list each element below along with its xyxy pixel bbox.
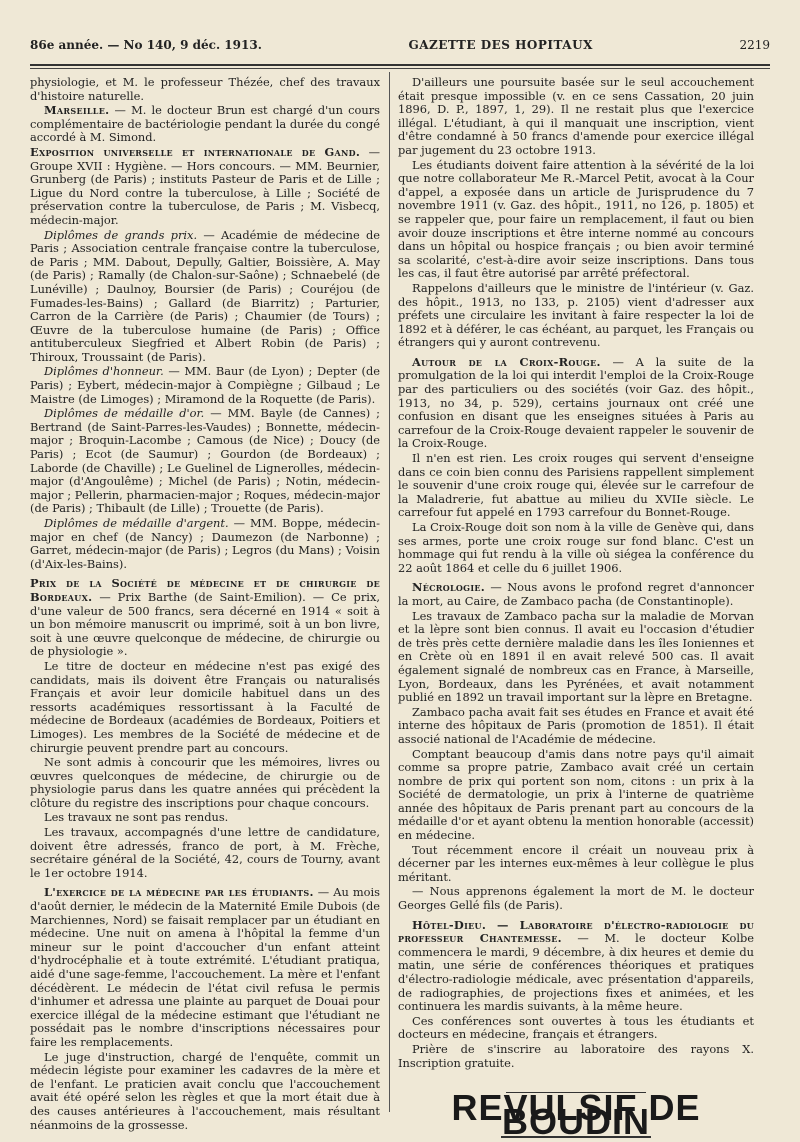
paragraph bbox=[30, 104, 380, 145]
paragraph bbox=[30, 886, 380, 1049]
paragraph bbox=[30, 517, 380, 571]
paragraph-body: — Groupe XVII : Hygiène. — Hors concours. — MM. Beurnier, Grunberg (de Paris) ; instituts Pasteur de Paris et de Lille ; Ligue du Nord contre la tuberculose, à Lille ; Société de préservation contre la tuberculose, de Paris ; M. Visbecq, médecin-major. bbox=[30, 144, 380, 227]
paragraph: physiologie, et M. le professeur Thézée, chef des travaux d'histoire naturelle. bbox=[30, 75, 380, 103]
paragraph-body: — Prix Barthe (de Saint-Emilion). — Ce prix, d'une valeur de 500 francs, sera décerné en 1914 « soit à un bon mémoire manuscrit ou imprimé, soit à un bon livre, soit à une œuvre quelconque de médecine, de chirurgie ou de physiologie ». bbox=[30, 589, 380, 659]
paragraph bbox=[30, 577, 380, 659]
paragraph: Ces conférences sont ouvertes à tous les étudiants et docteurs en médecine, français et étrangers. bbox=[398, 1013, 754, 1042]
paragraph: La Croix-Rouge doit son nom à la ville de Genève qui, dans ses armes, porte une croix rouge sur fond blanc. C'est un hommage qui fut rendu à la ville où siégea la conférence du 22 août 1864 et celle du 6 juillet 1906. bbox=[398, 520, 754, 575]
section-heading: Marseille. bbox=[44, 103, 110, 118]
paragraph: Les travaux, accompagnés d'une lettre de candidature, doivent être adressés, franco de port, à M. Frèche, secrétaire général de la Société, 42, cours de Tourny, avant le 1er octobre 1914. bbox=[30, 825, 380, 880]
section-heading: Hôtel-Dieu. — Laboratoire d'électro-radiologie du professeur Chantemesse. bbox=[398, 917, 754, 946]
paragraph-body: — A la suite de la promulgation de la loi qui interdit l'emploi de la Croix-Rouge par des particuliers ou des sociétés (voir Gaz. des hôpit., 1913, no 34, p. 529), certains journaux ont créé une confusion en disant que les enseignes situées à Paris au carrefour de la Croix-Rouge devaient rappeler le souvenir de la Croix-Rouge. bbox=[398, 354, 754, 451]
subsection-heading: Diplômes de médaille d'argent. bbox=[44, 516, 229, 530]
paragraph-body: — MM. Boppe, médecin-major en chef (de Nancy) ; Daumezon (de Narbonne) ; Garret, médecin-major (de Paris) ; Legros (du Mans) ; Voisin (d'Aix-les-Bains). bbox=[30, 516, 380, 571]
page-header bbox=[30, 38, 770, 58]
section-heading: Prix de la Société de médecine et de chirurgie de Bordeaux. bbox=[30, 576, 380, 604]
paragraph: Les travaux de Zambaco pacha sur la maladie de Morvan et la lèpre sont bien connus. Il avait eu l'occasion d'étudier de très près cette dernière maladie dans les îles Ioniennes et en Crète où en 1891 il en avait relevé 500 cas. Il avait également signalé de nombreux cas en France, à Marseille, Lyon, Bordeaux, dans les Pyrénées, et avait notamment publié en 1892 un travail important sur la lèpre en Bretagne. bbox=[398, 608, 754, 705]
paragraph: D'ailleurs une poursuite basée sur le seul accouchement était presque impossible (v. en ce sens Cassation, 20 juin 1896, D. P., 1897, 1, 29). Il ne restait plus que l'exercice illégal. L'étudiant, à qui il manquait une inscription, vient d'être condamné à 50 francs d'amende pour exercice illégal par jugement du 23 octobre 1913. bbox=[398, 75, 754, 157]
paragraph: Zambaco pacha avait fait ses études en France et avait été interne des hôpitaux de Paris (promotion de 1851). Il était associé national de l'Académie de médecine. bbox=[398, 704, 754, 746]
paragraph bbox=[398, 919, 754, 1014]
paragraph-body: — MM. Bayle (de Cannes) ; Bertrand (de Saint-Parres-les-Vaudes) ; Bonnette, médecin-major ; Broquin-Lacombe ; Camous (de Nice) ; Doucy (de Paris) ; Ecot (de Saumur) ; Gourdon (de Bordeaux) ; Laborde (de Chaville) ; Le Guelinel de Lignerolles, médecin-major (d'Angoulême) ; Michel (de Paris) ; Notin, médecin-major ; Pellerin, pharmacien-major ; Roques, médecin-major (de Paris) ; Thibault (de Lille) ; Trouette (de Paris). bbox=[30, 406, 380, 516]
ad-rule-bottom bbox=[501, 1136, 651, 1138]
paragraph bbox=[30, 365, 380, 406]
advertisement-text: REVULSIF DE BOUDIN bbox=[451, 1087, 701, 1142]
section-heading: L'exercice de la médecine par les étudiants. bbox=[44, 885, 314, 900]
issue-info: 86e année. — No 140, 9 déc. 1913. bbox=[30, 38, 262, 52]
paragraph: Les travaux ne sont pas rendus. bbox=[44, 810, 229, 825]
advertisement bbox=[398, 1087, 754, 1142]
paragraph bbox=[30, 407, 380, 516]
paragraph: Ne sont admis à concourir que les mémoires, livres ou œuvres quelconques de médecine, de chirurgie ou de physiologie parus dans les quatre années qui précèdent la clôture du registre des inscriptions pour chaque concours. bbox=[30, 755, 380, 810]
header-rule-thin bbox=[30, 68, 770, 69]
paragraph bbox=[398, 581, 754, 608]
publication-title: GAZETTE DES HOPITAUX bbox=[408, 38, 593, 52]
paragraph bbox=[30, 229, 380, 365]
left-column bbox=[30, 76, 380, 1133]
header-rule bbox=[30, 64, 770, 66]
paragraph: Le juge d'instruction, chargé de l'enquête, commit un médecin légiste pour examiner les cadavres de la mère et de l'enfant. Le praticien avait conclu que l'accouchement avait été opéré selon les règles et que la mort était due à des causes antérieures à l'accouchement, mais résultant néanmoins de la grossesse. bbox=[30, 1049, 380, 1132]
paragraph-body: — M. le docteur Kolbe commencera le mardi, 9 décembre, à dix heures et demie du matin, une série de conférences théoriques et pratiques d'électro-radiologie médicale, avec présentation d'appareils, de radiographies, de projections fixes et animées, et les continuera les mardis suivants, à la même heure. bbox=[398, 931, 755, 1014]
paragraph: Rappelons d'ailleurs que le ministre de l'intérieur (v. Gaz. des hôpit., 1913, no 133, p. 2105) vient d'adresser aux préfets une circulaire les invitant à faire respecter la loi de 1892 et à déférer, le cas échéant, au parquet, les Français ou étrangers qui y auront contrevenu. bbox=[398, 280, 754, 350]
right-column bbox=[398, 75, 755, 1142]
column-divider bbox=[389, 72, 390, 1112]
paragraph bbox=[30, 146, 380, 228]
section-heading: Exposition universelle et internationale de Gand. bbox=[30, 144, 361, 159]
paragraph: — Nous apprenons également la mort de M. le docteur Georges Gellé fils (de Paris). bbox=[398, 884, 754, 913]
page-number: 2219 bbox=[739, 38, 770, 52]
section-heading: Autour de la Croix-Rouge. bbox=[412, 354, 601, 369]
paragraph: Les étudiants doivent faire attention à la sévérité de la loi que notre collaborateur Me R.-Marcel Petit, avocat à la Cour d'appel, a exposée dans un article de Jurisprudence du 7 novembre 1911 (v. Gaz. des hôpit., 1911, no 126, p. 1805) et se rappeler que, pour faire un remplacement, il faut ou bien avoir douze inscriptions et être interne nommé au concours dans un hôpital ou hospice français ; ou bien avoir terminé sa scolarité, c'est-à-dire avoir seize inscriptions. Dans tous les cas, il faut être autorisé par arrêté préfectoral. bbox=[398, 157, 754, 281]
subsection-heading: Diplômes de médaille d'or. bbox=[44, 406, 205, 421]
paragraph-body: — M. le docteur Brun est chargé d'un cours complémentaire de bactériologie pendant la durée du congé accordé à M. Simond. bbox=[30, 103, 380, 145]
paragraph: Comptant beaucoup d'amis dans notre pays qu'il aimait comme sa propre patrie, Zambaco avait créé un certain nombre de prix qui portent son nom, citons : un prix à la Société de dermatologie, un prix à l'interne de quatrième année des hôpitaux de Paris prenant part au concours de la médaille d'or et ayant obtenu la mention honorable (accessit) en médecine. bbox=[398, 746, 754, 843]
paragraph bbox=[398, 356, 754, 451]
paragraph-body: — Nous avons le profond regret d'annoncer la mort, au Caire, de Zambaco pacha (de Constantinople). bbox=[398, 580, 754, 608]
paragraph: Prière de s'inscrire au laboratoire des rayons X. Inscription gratuite. bbox=[398, 1041, 754, 1070]
paragraph-body: — MM. Baur (de Lyon) ; Depter (de Paris) ; Eybert, médecin-major à Compiègne ; Gilbaud ; Le Maistre (de Limoges) ; Miramond de la Roquette (de Paris). bbox=[30, 364, 380, 406]
paragraph: Il n'en est rien. Les croix rouges qui servent d'enseigne dans ce coin bien connu des Parisiens rappellent simplement le souvenir d'une croix rouge qui, élevée sur le carrefour de la Maladrerie, fut abattue au milieu du XVIIe siècle. Le carrefour fut appelé en 1793 carrefour du Bonnet-Rouge. bbox=[398, 451, 754, 520]
paragraph: Tout récemment encore il créait un nouveau prix à décerner par les internes eux-mêmes à leur collègue le plus méritant. bbox=[398, 842, 754, 884]
paragraph-body: — Académie de médecine de Paris ; Association centrale française contre la tuberculose, de Paris ; MM. Dabout, Depully, Galtier, Boissière, A. May (de Paris) ; Ramally (de Chalon-sur-Saône) ; Schnaebelé (de Lunéville) ; Daulnoy, Boursier (de Paris) ; Couréjou (de Fumades-les-Bains) ; Gallard (de Biarritz) ; Parturier, Carron de la Carrière (de Paris) ; Chaumier (de Tours) ; Œuvre de la tuberculose humaine (de Paris) ; Office antituberculeux Siegfried et Albert Robin (de Paris) ; Thiroux, Troussaint (de Paris). bbox=[30, 227, 380, 364]
subsection-heading: Diplômes d'honneur. bbox=[44, 364, 164, 379]
subsection-heading: Diplômes de grands prix. bbox=[44, 227, 198, 242]
paragraph: Le titre de docteur en médecine n'est pas exigé des candidats, mais ils doivent être Français ou naturalisés Français et avoir leur domicile habituel dans un des ressorts académiques ressortissant à la Faculté de médecine de Bordeaux (académies de Bordeaux, Poitiers et Limoges). Les membres de la Société de médecine et de chirurgie peuvent prendre part au concours. bbox=[30, 658, 380, 755]
paragraph-body: — Au mois d'août dernier, le médecin de la Maternité Emile Dubois (de Marchiennes, Nord) se faisait remplacer par un étudiant en médecine. Une nuit on amena à l'hôpital la femme d'un mineur sur le point d'accoucher d'un enfant atteint d'hydrocéphalie et à toute extrémité. L'étudiant pratiqua, aidé d'une sage-femme, l'accouchement. La mère et l'enfant décédèrent. Le médecin de l'état civil refusa le permis d'inhumer et adressa une plainte au parquet de Douai pour exercice illégal de la médecine estimant que l'étudiant ne possédait pas le nombre d'inscriptions nécessaires pour faire les remplacements. bbox=[30, 885, 381, 1049]
section-heading: Nécrologie. bbox=[412, 580, 486, 595]
